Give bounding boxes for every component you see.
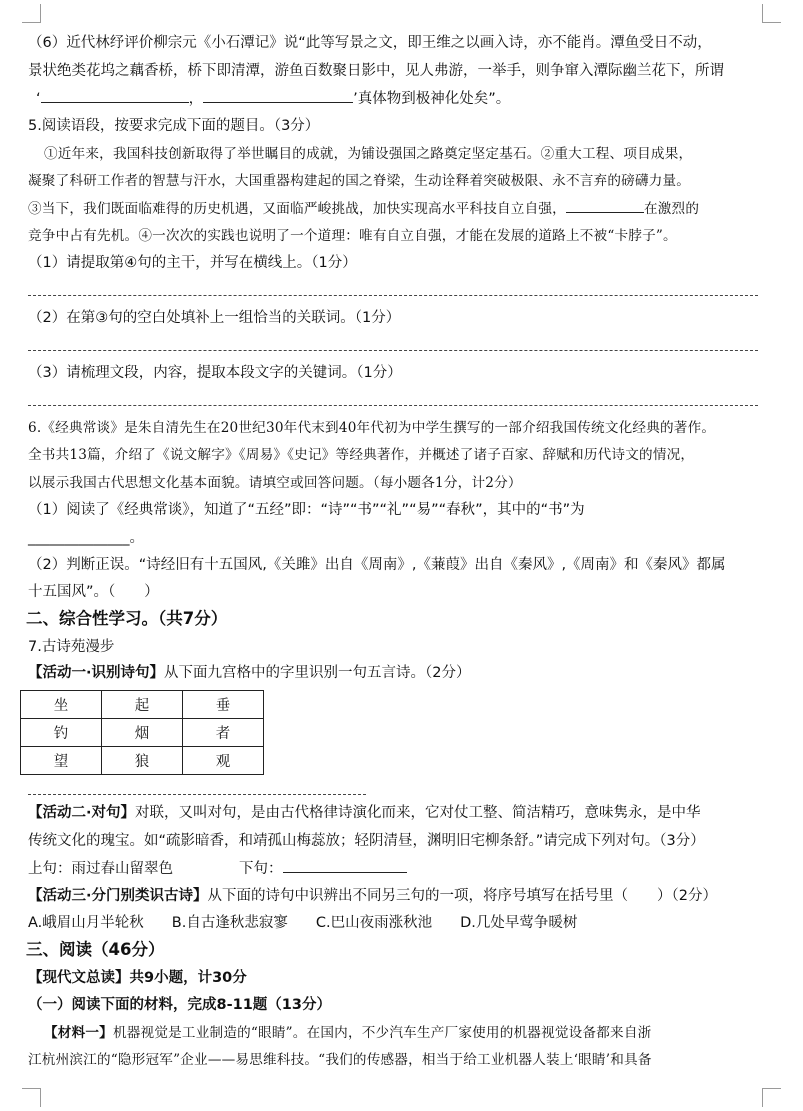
comma: ，	[188, 91, 204, 107]
material-1-line-2: 江杭州滨江的“隐形冠军”企业——易思维科技。“我们的传感器，相当于给工业机器人装上‘眼睛’和具备	[28, 1052, 652, 1068]
table-row	[21, 691, 264, 719]
q6t-line-2: 全书共13篇，介绍了《说文解字》《周易》《史记》等经典著作，并概述了诸子百家、辞赋和历代诗文的情况，	[28, 447, 695, 463]
grid-cell: 观	[183, 747, 264, 775]
option-c[interactable]: C.巴山夜雨涨秋池	[315, 915, 433, 931]
section-3-heading: 三、阅读（46分）	[26, 940, 165, 959]
section-2-heading: 二、综合性学习。（共7分）	[26, 609, 228, 628]
options-line	[28, 913, 778, 933]
q6t-line-1: 6.《经典常谈》是朱自清先生在20世纪30年代末到40年代初为中学生撰写的一部介绍我国传统文化经典的著作。	[28, 420, 716, 436]
passage-line-3-start: ③当下，我们既面临难得的历史机遇，又面临严峻挑战，加快实现高水平科技自立自强，	[28, 201, 566, 217]
passage-line-1: ①近年来，我国科技创新取得了举世瞩目的成就，为铺设强国之路奠定坚定基石。②重大工程、项目成果，	[44, 146, 693, 162]
nine-grid-table	[20, 690, 264, 775]
answer-line-3[interactable]	[28, 405, 758, 406]
grid-cell: 狼	[102, 747, 183, 775]
q5-sub-1: （1）请提取第④句的主干，并写在横线上。（1分）	[28, 255, 357, 271]
activity-2-text-1: 对联，又叫对句，是由古代格律诗演化而来，它对仗工整、简洁精巧，意味隽永，是中华	[135, 805, 701, 821]
q6-line-3-tail: ’真体物到极神化处矣”。	[353, 91, 511, 107]
material-1-text-1: 机器视觉是工业制造的“眼睛”。在国内，不少汽车生产厂家使用的机器视觉设备都来自浙	[112, 1025, 652, 1041]
activity-3	[28, 886, 778, 906]
option-a[interactable]: A.峨眉山月半轮秋	[28, 915, 144, 931]
grid-cell: 起	[102, 691, 183, 719]
option-d[interactable]: D.几处早莺争暖树	[460, 915, 578, 931]
q6t-line-4: （1）阅读了《经典常谈》，知道了“五经”即：“诗”“书”“礼”“易”“春秋”，其中的“书”为	[28, 502, 585, 518]
q5-sub-3: （3）请梳理文段，内容，提取本段文字的关键词。（1分）	[28, 365, 402, 381]
passage-line-4: 竞争中占有先机。④一次次的实践也说明了一个道理：唯有自立自强，才能在发展的道路上不被“卡脖子”。	[28, 228, 677, 244]
activity-1-tag: 【活动一·识别诗句】	[28, 665, 165, 681]
q5-sub-2: （2）在第③句的空白处填补上一组恰当的关联词。（1分）	[28, 310, 401, 326]
q6t-line-7: 十五国风”。（ ）	[28, 584, 159, 600]
connective-blank[interactable]	[566, 198, 644, 213]
passage-line-2: 凝聚了科研工作者的智慧与汗水，大国重器构建起的国之脊梁，生动诠释着突破极限、永不言弃的磅礴力量。	[28, 173, 691, 189]
q6t-line-6: （2）判断正误。“诗经旧有十五国风,《关雎》出自《周南》,《蒹葭》出自《秦风》,《周南》和《秦风》都属	[28, 557, 726, 573]
answer-line-2[interactable]	[28, 350, 758, 351]
q6-line-1: （6）近代林纾评价柳宗元《小石潭记》说“此等写景之文，即王维之以画入诗，亦不能肖。潭鱼受日不动，	[28, 35, 712, 51]
crop-mark-bottom-left	[22, 1088, 41, 1107]
part-1-heading: （一）阅读下面的材料，完成8-11题（13分）	[28, 997, 331, 1013]
q7-title: 7.古诗苑漫步	[28, 639, 115, 655]
grid-cell: 坐	[21, 691, 102, 719]
grid-cell: 钓	[21, 719, 102, 747]
passage-line-3-end: 在激烈的	[643, 201, 700, 217]
grid-cell: 者	[183, 719, 264, 747]
crop-mark-bottom-right	[762, 1088, 781, 1107]
activity-3-tag: 【活动三·分门别类识古诗】	[28, 888, 208, 904]
material-1-line-1	[44, 1023, 794, 1043]
activity-1-text: 从下面九宫格中的字里识别一句五言诗。（2分）	[164, 665, 471, 681]
q6-line-3	[28, 88, 778, 109]
activity-3-text: 从下面的诗句中识辨出不同另三句的一项，将序号填写在括号里（ ）（2分）	[207, 888, 717, 904]
option-b[interactable]: B.自古逢秋悲寂寥	[171, 915, 288, 931]
answer-blank-2[interactable]	[203, 88, 353, 103]
material-1-tag: 【材料一】	[44, 1025, 113, 1041]
couplet-upper: 上句：雨过春山留翠色	[28, 861, 173, 877]
table-row	[21, 747, 264, 775]
answer-line-1[interactable]	[28, 295, 758, 296]
couplet-line	[28, 858, 778, 879]
grid-cell: 垂	[183, 691, 264, 719]
q5-title: 5.阅读语段，按要求完成下面的题目。（3分）	[28, 118, 320, 134]
table-row	[21, 719, 264, 747]
q6-line-2: 景状绝类花坞之藕香桥，桥下即清潭，游鱼百数聚日影中，见人弗游，一举手，则争窜入潭际幽兰花下，所谓	[28, 63, 724, 79]
q6t-line-3: 以展示我国古代思想文化基本面貌。请填空或回答问题。（每小题各1分，计2分）	[28, 475, 522, 491]
activity-1	[28, 663, 778, 683]
crop-mark-top-left	[22, 4, 41, 23]
open-quote: ‘	[36, 91, 41, 107]
grid-cell: 望	[21, 747, 102, 775]
activity-2-line-1	[28, 803, 778, 823]
answer-line-poem[interactable]	[28, 794, 366, 795]
crop-mark-top-right	[762, 4, 781, 23]
answer-blank-1[interactable]	[41, 88, 189, 103]
passage-line-3	[28, 198, 778, 219]
modern-reading-heading: 【现代文总读】共9小题，计30分	[28, 970, 247, 986]
activity-2-line-2: 传统文化的瑰宝。如“疏影暗香，和靖孤山梅蕊放；轻阴清昼，渊明旧宅柳条舒。”请完成下列对句。（3分）	[28, 833, 705, 849]
couplet-lower-blank[interactable]	[283, 858, 407, 873]
q6t-line-5[interactable]: ______________。	[28, 530, 144, 546]
activity-2-tag: 【活动二·对句】	[28, 805, 136, 821]
grid-cell: 烟	[102, 719, 183, 747]
couplet-lower-label: 下句：	[239, 861, 283, 877]
